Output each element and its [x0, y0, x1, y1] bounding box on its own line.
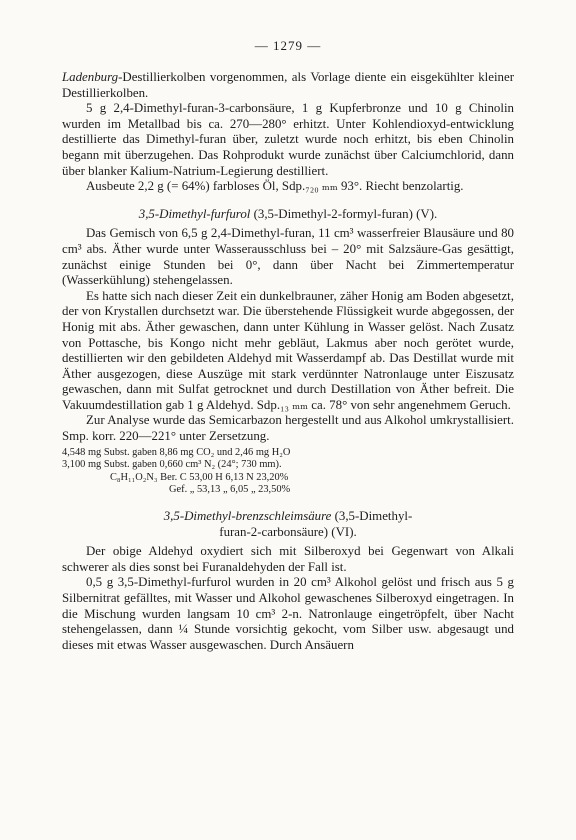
heading-compound: 3,5-Dimethyl-brenzschleimsäure — [163, 509, 332, 524]
paragraph: 0,5 g 3,5-Dimethyl-furfurol wurden in 20 cm³ Alkohol gelöst und frisch aus 5 g Silbernitrat gefälltes, mit Wasser und Alkohol gewaschenes Silberoxyd eingetragen. In die Mischung wurden langsam 10 cm³ 2-n. Natronlauge eingetröpfelt, über Nacht stehengelassen, dann ¼ Stunde vorsichtig gekocht, vom Silber usw. abgesaugt und dieses mit etwas Wasser ausgewaschen. Durch Ansäuern — [62, 575, 514, 652]
section-heading — [62, 509, 514, 540]
paragraph: Zur Analyse wurde das Semicarbazon hergestellt und aus Alkohol umkrystallisiert. Smp. korr. 220—221° unter Zersetzung. — [62, 413, 514, 444]
paragraph: 5 g 2,4-Dimethyl-furan-3-carbonsäure, 1 g Kupferbronze und 10 g Chinolin wurden im Metallbad bis ca. 270—280° erhitzt. Unter Kohlendioxyd-entwicklung destillierte das Dimethyl-furan über, zuletzt wurde noch erhitzt, bis eben Chinolin begann mit überzugehen. Das Rohprodukt wurde zunächst über Calciumchlorid, dann über blanker Kalium-Natrium-Legierung destilliert. — [62, 101, 514, 178]
italic-name: Ladenburg — [62, 70, 119, 84]
page-body — [62, 70, 514, 653]
page-number: — 1279 — — [254, 38, 322, 53]
heading-compound: 3,5-Dimethyl-furfurol — [138, 206, 251, 221]
analysis-line: Gef. „ 53,13 „ 6,05 „ 23,50% — [169, 484, 291, 496]
section-heading — [62, 207, 514, 223]
paragraph: Ausbeute 2,2 g (= 64%) farbloses Öl, Sdp.₇₂₀ ₘₘ 93°. Riecht benzolartig. — [86, 179, 464, 194]
paragraph: Das Gemisch von 6,5 g 2,4-Dimethyl-furan, 11 cm³ wasserfreier Blausäure und 80 cm³ abs. Äther wurde unter Wasserausschluss bei – 20° mit Salzsäure-Gas gesättigt, zunächst einige Stunden bei 0°, dann über Nacht bei Zimmertemperatur (Wasserkühlung) stehengelassen. — [62, 226, 514, 288]
heading-rest: (3,5-Dimethyl- — [331, 509, 413, 524]
heading-rest: (3,5-Dimethyl-2-formyl-furan) (V). — [250, 206, 438, 221]
heading-rest: furan-2-carbonsäure) (VI). — [219, 524, 357, 539]
paragraph-text: -Destillierkolben vorgenommen, als Vorlage diente ein eisgekühlter kleiner Destillierkolben. — [62, 70, 514, 100]
analysis-line: 4,548 mg Subst. gaben 8,86 mg CO₂ und 2,46 mg H₂O — [62, 446, 291, 458]
analysis-line: C₈H₁₁O₂N₃ Ber. C 53,00 H 6,13 N 23,20% — [110, 471, 289, 483]
paragraph: Es hatte sich nach dieser Zeit ein dunkelbrauner, zäher Honig am Boden abgesetzt, der von Krystallen durchsetzt war. Die überstehende Flüssigkeit wurde abgegossen, der Honig mit abs. Äther gewaschen, dann unter Kühlung in Wasser gelöst. Nach Zusatz von Pottasche, bis Kongo nicht mehr gebläut, Lakmus aber noch gerötet wurde, destillierten wir den gebildeten Aldehyd mit Wasserdampf ab. Das Destillat wurde mit Äther ausgezogen, diese Auszüge mit stark verdünnter Natronlauge unter Eiszusatz gewaschen, dann mit Sulfat getrocknet und durch Destillation von Äther befreit. Die Vakuumdestillation gab 1 g Aldehyd. Sdp.₁₃ ₘₘ ca. 78° von sehr angenehmem Geruch. — [62, 288, 514, 412]
analysis-block — [62, 447, 514, 497]
paragraph — [62, 70, 514, 101]
analysis-line: 3,100 mg Subst. gaben 0,660 cm³ N₂ (24°; 730 mm). — [62, 459, 282, 471]
paragraph: Der obige Aldehyd oxydiert sich mit Silberoxyd bei Gegenwart von Alkali schwerer als dies sonst bei Furanaldehyden der Fall ist. — [62, 544, 514, 574]
